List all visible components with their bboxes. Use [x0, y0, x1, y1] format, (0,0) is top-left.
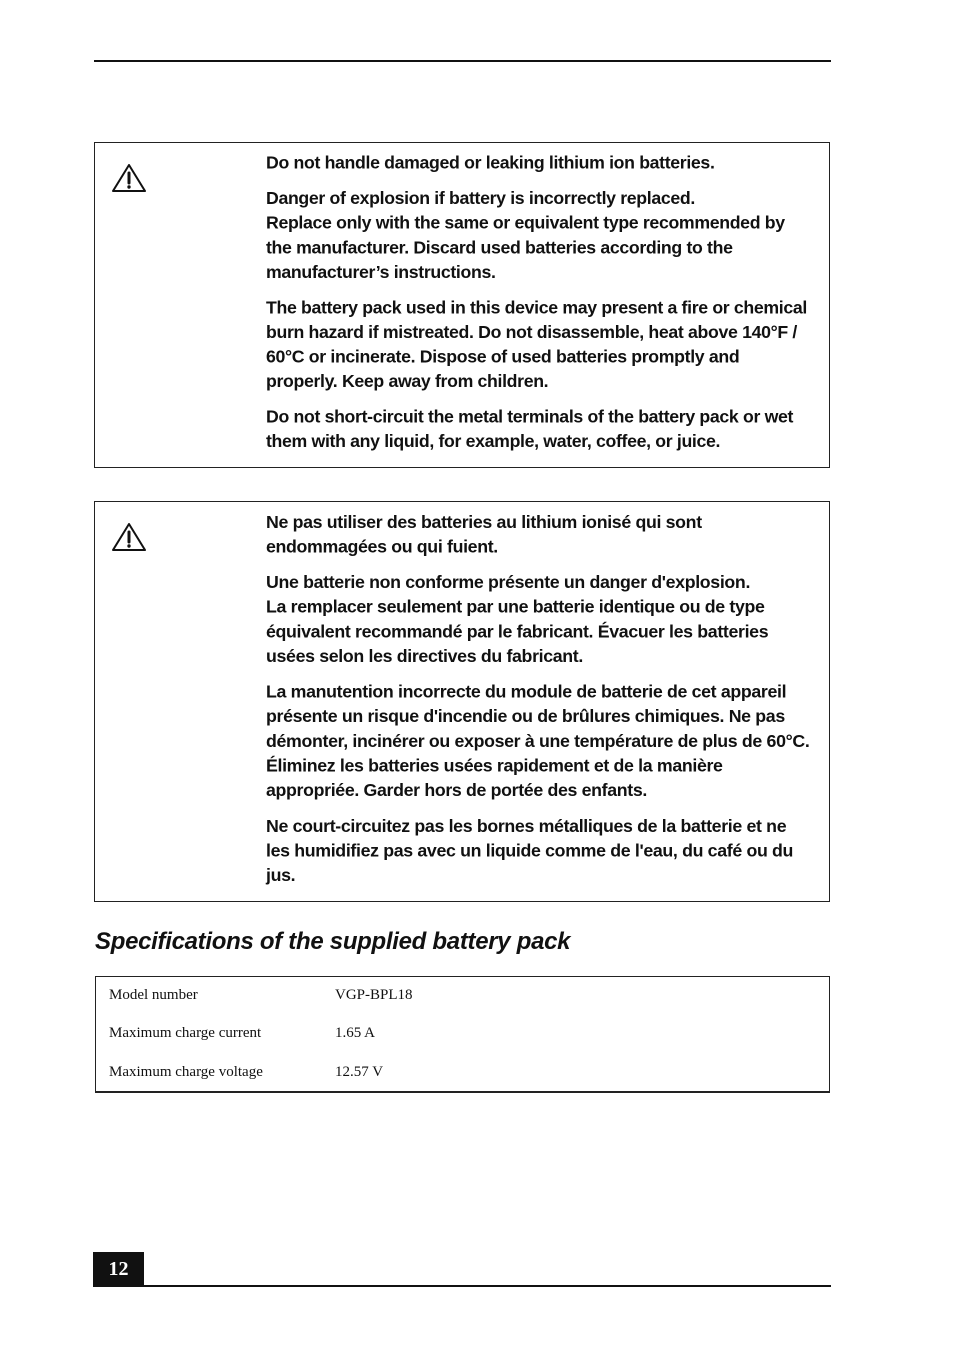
warning-paragraph: Do not short-circuit the metal terminals of the battery pack or wet them with any liquid, for example, water, coffee, or juice. [266, 406, 794, 452]
spec-label: Model number [109, 987, 198, 1003]
warning-paragraph: La manutention incorrecte du module de batterie de cet appareil présente un risque d'incendie ou de brûlures chimiques. Ne pas démonter, incinérer ou exposer à une température de plus de 60°C. Éliminez les batteries usées rapidement et de la manière appropriée. Garder hors de portée des enfants. [266, 681, 810, 801]
warning-paragraph: Danger of explosion if battery is incorrectly replaced. Replace only with the same or equivalent type recommended by the manufacturer. Discard used batteries according to the manufacturer’s instructions. [266, 188, 785, 282]
warning-paragraph: The battery pack used in this device may present a fire or chemical burn hazard if mistreated. Do not disassemble, heat above 140°F / 60°C or incinerate. Dispose of used batteries promptly and properly. Keep away from children. [266, 297, 807, 392]
warning-paragraph: Ne court-circuitez pas les bornes métalliques de la batterie et ne les humidifiez pas avec un liquide comme de l'eau, du café ou du jus. [266, 815, 794, 886]
section-title: Specifications of the supplied battery pack [95, 928, 571, 955]
warning-paragraph: Ne pas utiliser des batteries au lithium ionisé qui sont endommagées ou qui fuient. [266, 511, 702, 557]
footer-rule [94, 1285, 831, 1287]
spec-value: VGP-BPL18 [335, 987, 413, 1003]
warning-box-english [94, 142, 830, 468]
warning-text-english [266, 151, 812, 465]
warning-paragraph: Une batterie non conforme présente un danger d'explosion. La remplacer seulement par une batterie identique ou de type équivalent recommandé par le fabricant. Évacuer les batteries usées selon les directives du fabricant. [266, 572, 769, 666]
warning-triangle-icon [111, 163, 147, 193]
spec-label: Maximum charge voltage [109, 1064, 263, 1080]
header-rule [94, 60, 831, 62]
warning-paragraph: Do not handle damaged or leaking lithium ion batteries. [266, 152, 715, 173]
spec-value: 1.65 A [335, 1025, 376, 1041]
page-number: 12 [93, 1252, 144, 1287]
warning-triangle-icon [111, 522, 147, 552]
spec-value: 12.57 V [335, 1064, 384, 1080]
warning-box-french [94, 501, 830, 902]
warning-text-french [266, 510, 814, 899]
spec-label: Maximum charge current [109, 1025, 262, 1041]
spec-table [95, 976, 830, 1093]
